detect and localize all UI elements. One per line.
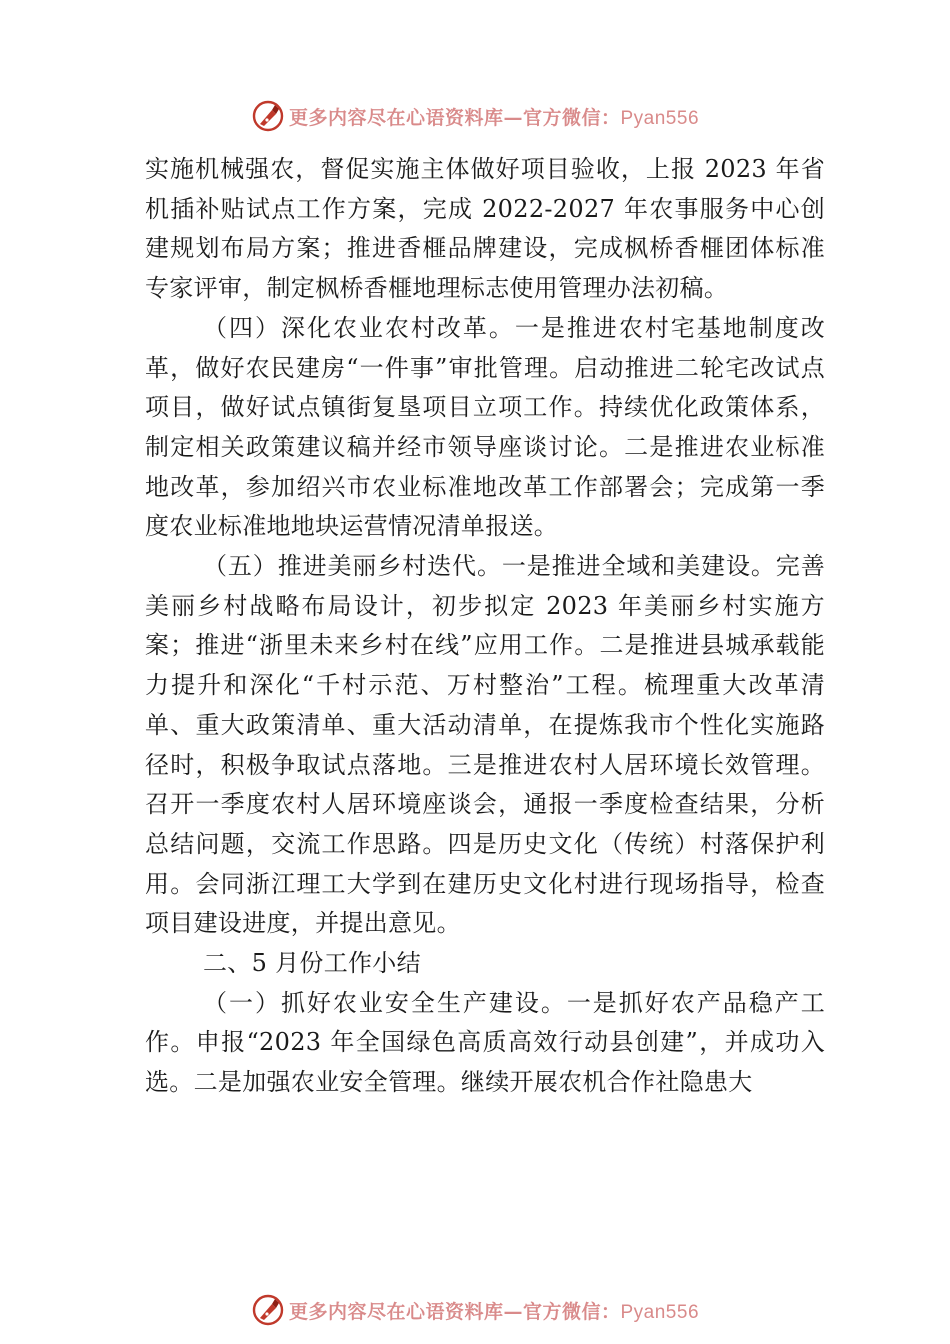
watermark-brand: 更多内容尽在心语资料库—官方微信：: [288, 106, 621, 129]
footer-watermark: [0, 1290, 950, 1330]
watermark-account: Pyan556: [620, 1301, 700, 1323]
paragraph-section-5: （五）推进美丽乡村迭代。一是推进全域和美建设。完善美丽乡村战略布局设计，初步拟定 2023 年美丽乡村实施方案；推进“浙里未来乡村在线”应用工作。二是推进县城承载能力提升和深化“千村示范、万村整治”工程。梳理重大改革清单、重大政策清单、重大活动清单，在提炼我市个性化实施路径时，积极争取试点落地。三是推进农村人居环境长效管理。召开一季度农村人居环境座谈会，通报一季度检查结果，分析总结问题，交流工作思路。四是历史文化（传统）村落保护利用。会同浙江理工大学到在建历史文化村进行现场指导，检查项目建设进度，并提出意见。: [145, 552, 825, 938]
watermark-text: [289, 103, 699, 130]
pen-nib-logo-icon: [251, 1293, 285, 1327]
pen-nib-logo-icon: [251, 99, 285, 133]
watermark-text: [289, 1297, 699, 1324]
paragraph-safety-production: （一）抓好农业安全生产建设。一是抓好农产品稳产工作。申报“2023 年全国绿色高质高效行动县创建”，并成功入选。二是加强农业安全管理。继续开展农机合作社隐患大: [145, 988, 825, 1097]
header-watermark: [0, 96, 950, 136]
document-body: [145, 150, 825, 1103]
paragraph-continued: 实施机械强农，督促实施主体做好项目验收，上报 2023 年省机插补贴试点工作方案，完成 2022-2027 年农事服务中心创建规划布局方案；推进香榧品牌建设，完成枫桥香榧团体标准专家评审，制定枫桥香榧地理标志使用管理办法初稿。: [145, 155, 825, 303]
paragraph-section-4: （四）深化农业农村改革。一是推进农村宅基地制度改革，做好农民建房“一件事”审批管理。启动推进二轮宅改试点项目，做好试点镇街复垦项目立项工作。持续优化政策体系，制定相关政策建议稿并经市领导座谈讨论。二是推进农业标准地改革，参加绍兴市农业标准地改革工作部署会；完成第一季度农业标准地地块运营情况清单报送。: [145, 313, 825, 541]
watermark-brand: 更多内容尽在心语资料库—官方微信：: [288, 1300, 621, 1323]
watermark-account: Pyan556: [620, 107, 700, 129]
heading-may-summary: 二、5 月份工作小结: [203, 949, 421, 978]
